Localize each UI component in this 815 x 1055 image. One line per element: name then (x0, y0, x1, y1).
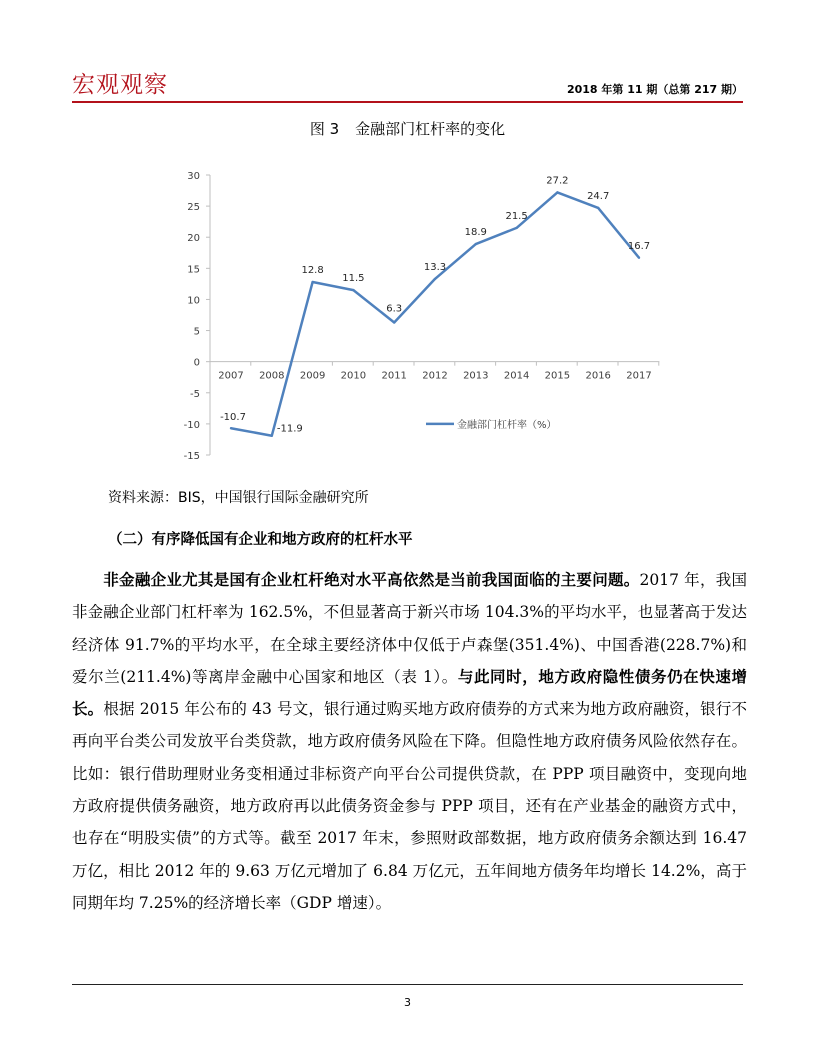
data-point (352, 289, 354, 291)
header-brand: 宏观观察 (72, 72, 168, 98)
x-tick-label: 2017 (626, 370, 652, 382)
data-point (475, 243, 477, 245)
data-label: 27.2 (546, 175, 569, 187)
x-tick-label: 2007 (218, 370, 244, 382)
x-tick-label: 2014 (503, 370, 530, 382)
data-point (638, 257, 640, 259)
header-issue: 2018 年第 11 期（总第 217 期） (566, 83, 743, 96)
header-divider (72, 101, 743, 103)
data-point (434, 278, 436, 280)
y-tick-label: 25 (187, 202, 200, 214)
y-tick-label: -10 (183, 419, 200, 431)
data-point (271, 435, 273, 437)
data-point (393, 321, 395, 323)
data-label: 11.5 (342, 273, 365, 285)
y-tick-label: 10 (187, 295, 200, 307)
data-label: 21.5 (505, 210, 528, 222)
x-tick-label: 2015 (544, 370, 571, 382)
body-bold-sentence: 与此同时，地方政府隐性债务仍在快速增长。 (72, 667, 747, 719)
x-tick-label: 2016 (585, 370, 611, 382)
data-label: -11.9 (276, 423, 303, 435)
body-text-2: 根据 2015 年公布的 43 号文，银行通过购买地方政府债券的方式来为地方政府融资，银行不再向平台类公司发放平台类贷款，地方政府债务风险在下降。但隐性地方政府债务风险依然存在。比如：银行借助理财业务变相通过非标资产向平台公司提供贷款，在 PPP 项目融资中，变现向地方政府提供债务融资，地方政府再以此债务资金参与 PPP 项目，还有在产业基金的融资方式中，也存在“明股实债”的方式等。截至 2017 年末，参照财政部数据，地方政府债务余额达到 16.47 万亿，相比 2012 年的 9.63 万亿元增加了 6.84 万亿元，五年间地方债务年均增长 14.2%，高于同期年均 7.25%的经济增长率（GDP 增速）。 (72, 700, 747, 912)
x-tick-label: 2013 (463, 370, 489, 382)
leverage-line-chart (160, 160, 660, 470)
figure-label: 图 3 (309, 120, 340, 138)
data-point (311, 281, 313, 283)
figure-caption: 金融部门杠杆率的变化 (355, 120, 506, 138)
data-point (515, 227, 517, 229)
data-label: 6.3 (386, 303, 403, 315)
data-label: 16.7 (627, 240, 651, 252)
data-label: 18.9 (464, 227, 487, 239)
data-point (597, 207, 599, 209)
legend-label: 金融部门杠杆率（%） (457, 419, 557, 431)
y-tick-label: 30 (187, 171, 200, 182)
y-tick-label: 5 (193, 326, 200, 338)
data-label: 13.3 (423, 261, 447, 273)
x-tick-label: 2012 (422, 370, 448, 382)
y-tick-label: 20 (187, 233, 200, 245)
figure-title (0, 118, 815, 139)
body-text-1: 2017 年，我国非金融企业部门杠杆率为 162.5%，不但显著高于新兴市场 104.3%的平均水平，也显著高于发达经济体 91.7%的平均水平，在全球主要经济体中仅低于卢森堡(351.4%)、中国香港(228.7%)和爱尔兰(211.4%)等离岸金融中心国家和地区（表 1）。 (72, 571, 747, 686)
x-tick-label: 2009 (299, 370, 326, 382)
y-tick-label: 15 (187, 264, 200, 276)
y-tick-label: 0 (193, 357, 200, 369)
data-label: -10.7 (220, 412, 246, 424)
figure-source: 资料来源：BIS，中国银行国际金融研究所 (108, 490, 369, 506)
data-point (556, 191, 558, 193)
body-lead-sentence: 非金融企业尤其是国有企业杠杆绝对水平高依然是当前我国面临的主要问题。 (103, 571, 640, 589)
data-label: 12.8 (301, 265, 324, 277)
data-point (230, 427, 232, 429)
series-line (231, 192, 639, 435)
body-paragraph (72, 564, 747, 919)
footer-divider (72, 984, 743, 985)
x-tick-label: 2010 (340, 370, 367, 382)
page-number: 3 (404, 996, 411, 1009)
y-tick-label: -5 (190, 388, 200, 400)
x-tick-label: 2011 (381, 370, 407, 382)
data-label: 24.7 (587, 190, 610, 202)
y-tick-label: -15 (183, 451, 200, 462)
section-heading: （二）有序降低国有企业和地方政府的杠杆水平 (108, 532, 413, 548)
x-tick-label: 2008 (259, 370, 285, 382)
